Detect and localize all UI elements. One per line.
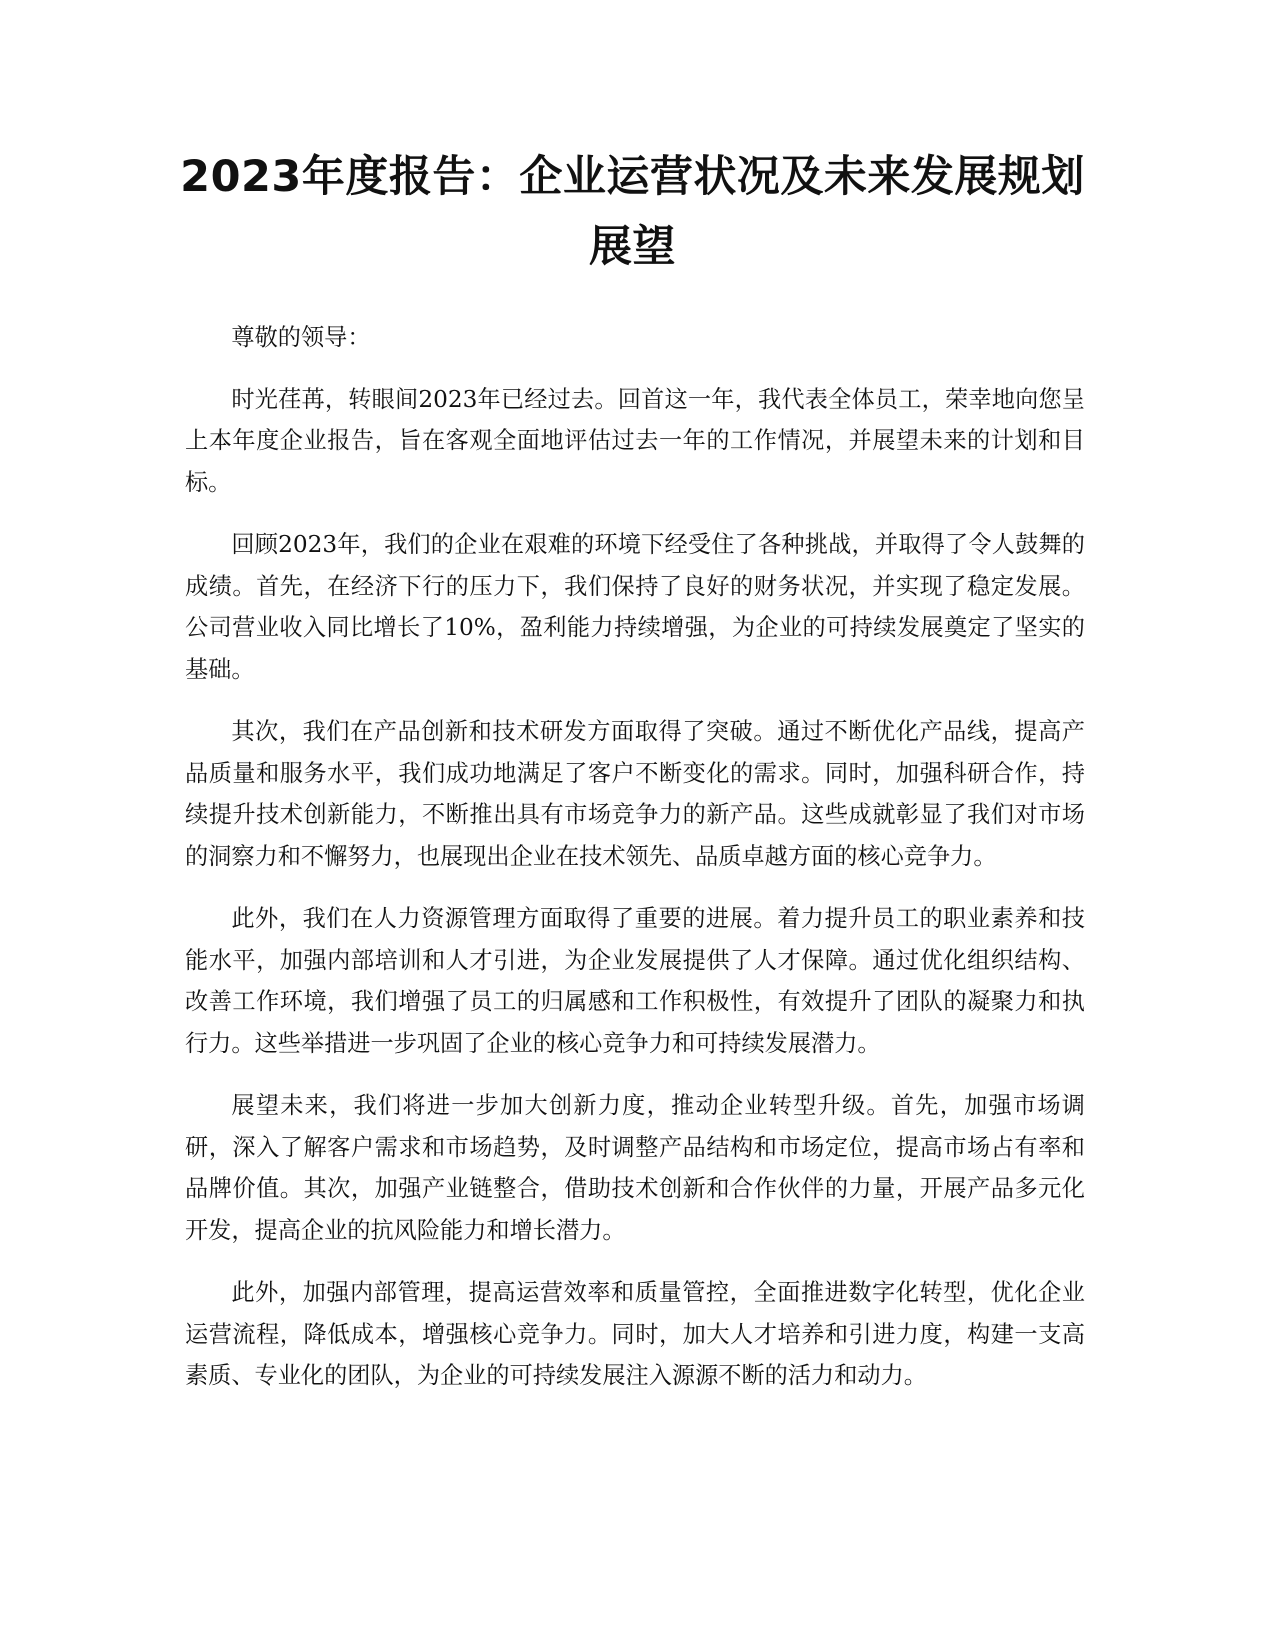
document-body xyxy=(185,317,1085,1418)
salutation: 尊敬的领导： xyxy=(231,324,371,351)
paragraph-6: 此外，加强内部管理，提高运营效率和质量管控，全面推进数字化转型，优化企业运营流程，降低成本，增强核心竞争力。同时，加大人才培养和引进力度，构建一支高素质、专业化的团队，为企业的可持续发展注入源源不断的活力和动力。 xyxy=(185,1279,1085,1389)
paragraph-1: 时光荏苒，转眼间2023年已经过去。回首这一年，我代表全体员工，荣幸地向您呈上本年度企业报告，旨在客观全面地评估过去一年的工作情况，并展望未来的计划和目标。 xyxy=(185,385,1085,496)
document-title: 2023年度报告：企业运营状况及未来发展规划展望 xyxy=(180,152,1085,272)
paragraph-2: 回顾2023年，我们的企业在艰难的环境下经受住了各种挑战，并取得了令人鼓舞的成绩。首先，在经济下行的压力下，我们保持了良好的财务状况，并实现了稳定发展。公司营业收入同比增长了10%，盈利能力持续增强，为企业的可持续发展奠定了坚实的基础。 xyxy=(185,531,1085,683)
paragraph-4: 此外，我们在人力资源管理方面取得了重要的进展。着力提升员工的职业素养和技能水平，加强内部培训和人才引进，为企业发展提供了人才保障。通过优化组织结构、改善工作环境，我们增强了员工的归属感和工作积极性，有效提升了团队的凝聚力和执行力。这些举措进一步巩固了企业的核心竞争力和可持续发展潜力。 xyxy=(185,905,1085,1057)
paragraph-3: 其次，我们在产品创新和技术研发方面取得了突破。通过不断优化产品线，提高产品质量和服务水平，我们成功地满足了客户不断变化的需求。同时，加强科研合作，持续提升技术创新能力，不断推出具有市场竞争力的新产品。这些成就彰显了我们对市场的洞察力和不懈努力，也展现出企业在技术领先、品质卓越方面的核心竞争力。 xyxy=(185,718,1085,870)
paragraph-5: 展望未来，我们将进一步加大创新力度，推动企业转型升级。首先，加强市场调研，深入了解客户需求和市场趋势，及时调整产品结构和市场定位，提高市场占有率和品牌价值。其次，加强产业链整合，借助技术创新和合作伙伴的力量，开展产品多元化开发，提高企业的抗风险能力和增长潜力。 xyxy=(185,1092,1085,1244)
